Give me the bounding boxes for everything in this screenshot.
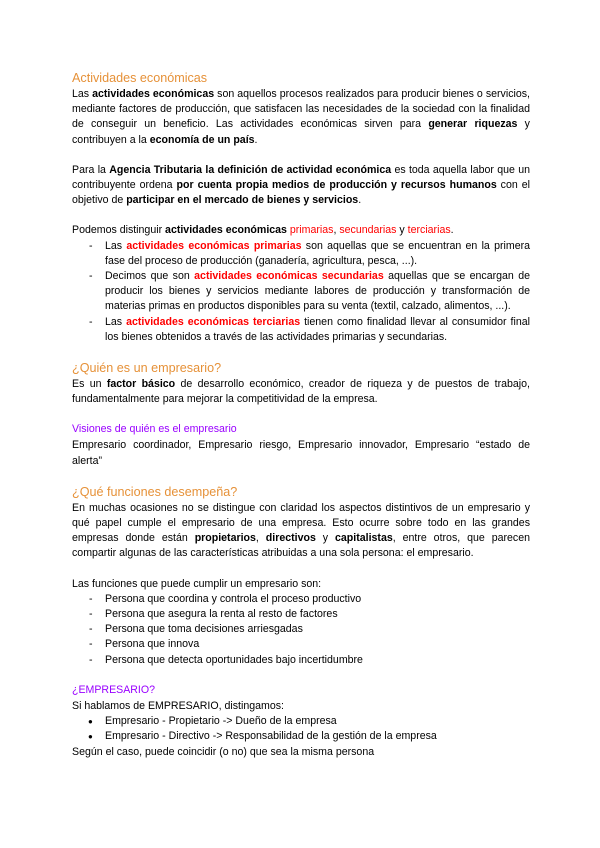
list-tipos-actividades xyxy=(72,239,530,345)
paragraph-factor-basico: Es un factor básico de desarrollo económico, creador de riqueza y de puestos de trabajo, fundamentalmente para mejorar la competitividad de la empresa. xyxy=(72,378,530,406)
list-funciones xyxy=(72,592,530,668)
list-empresario-tipos xyxy=(72,714,530,744)
paragraph-distingamos: Si hablamos de EMPRESARIO, distingamos: xyxy=(72,699,284,712)
paragraph-funciones-lista-intro: Las funciones que puede cumplir un empresario son: xyxy=(72,577,322,590)
list-item: - Persona que coordina y controla el proceso productivo xyxy=(72,592,530,607)
section-title-empresario: ¿EMPRESARIO? xyxy=(72,683,156,696)
list-item: - Persona que toma decisiones arriesgadas xyxy=(72,622,530,637)
paragraph-agencia-tributaria: Para la Agencia Tributaria la definición de actividad económica es toda aquella labor que un contribuyente ordena por cuenta propia medios de producción y recursos humanos con el objetivo de participar en el mercado de bienes y servicios. xyxy=(72,163,530,207)
list-item-secundarias: - Decimos que son actividades económicas secundarias aquellas que se encargan de producir los bienes y servicios mediante labores de producción y transformación de materias primas en productos disponibles para su venta (textil, calzado, alimentos, ...). xyxy=(72,269,530,315)
list-item: ● Empresario - Directivo -> Responsabilidad de la gestión de la empresa xyxy=(72,729,530,744)
paragraph-tipos-actividades: Podemos distinguir actividades económicas primarias, secundarias y terciarias. xyxy=(72,224,454,237)
list-item-primarias: - Las actividades económicas primarias son aquellas que se encuentran en la primera fase del proceso de producción (ganadería, agricultura, pesca, ...). xyxy=(72,239,530,269)
paragraph-funciones-intro: En muchas ocasiones no se distingue con claridad los aspectos distintivos de un empresario y qué papel cumple el empresario de una empresa. Esto ocurre sobre todo en las grandes empresas donde están propietarios, directivos y capitalistas, entre otros, que parecen compartir algunas de las características atribuidas a una sola persona: el empresario. xyxy=(72,501,531,560)
paragraph-misma-persona: Según el caso, puede coincidir (o no) que sea la misma persona xyxy=(72,745,375,758)
section-title-actividades: Actividades económicas xyxy=(72,71,208,85)
paragraph-visiones: Empresario coordinador, Empresario riesgo, Empresario innovador, Empresario “estado de alerta” xyxy=(72,439,530,467)
list-item: ● Empresario - Propietario -> Dueño de la empresa xyxy=(72,714,530,729)
paragraph-definicion-actividades: Las actividades económicas son aquellos procesos realizados para producir bienes o servicios, mediante factores de producción, que satisfacen las necesidades de la sociedad con la finalidad de conseguir un beneficio. Las actividades económicas sirven para generar riquezas y contribuyen a la economía de un país. xyxy=(72,88,530,146)
list-item: - Persona que innova xyxy=(72,637,530,652)
section-title-visiones: Visiones de quién es el empresario xyxy=(72,423,237,436)
document-page xyxy=(72,70,530,760)
section-title-funciones: ¿Qué funciones desempeña? xyxy=(72,484,238,499)
list-item: - Persona que detecta oportunidades bajo incertidumbre xyxy=(72,653,530,668)
list-item: - Persona que asegura la renta al resto de factores xyxy=(72,607,530,622)
list-item-terciarias: - Las actividades económicas terciarias tienen como finalidad llevar al consumidor final los bienes obtenidos a través de las actividades primarias y secundarias. xyxy=(72,315,530,345)
section-title-quien-empresario: ¿Quién es un empresario? xyxy=(72,361,222,376)
